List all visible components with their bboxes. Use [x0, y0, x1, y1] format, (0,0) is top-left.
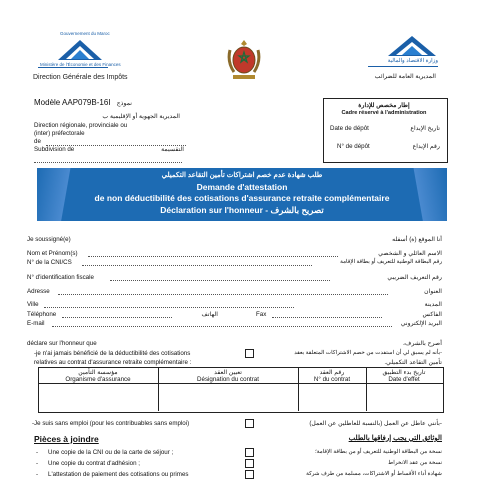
unemployed-label: -Je suis sans emploi (pour les contribuables sans emploi): [32, 420, 190, 427]
banner-title-line3-ar: تصريح بالشرف: [270, 205, 324, 215]
declaration-line-3-arabic: تأمين التقاعد التكميلي.: [384, 359, 442, 366]
email-field[interactable]: [52, 326, 392, 327]
title-banner: [37, 168, 447, 221]
table-header-fr-2: Désignation du contrat: [197, 376, 259, 383]
table-header-ar-2: تعيين العقد: [214, 369, 242, 376]
attachment-item-1-arabic: نسخة من البطاقة الوطنية للتعريف أو من بطاقة الإقامة؛: [314, 449, 442, 455]
attachment-checkbox-2[interactable]: [245, 459, 254, 468]
dgi-label: Direction Générale des Impôts: [33, 74, 128, 81]
table-header-ar-3: رقم العقد: [319, 369, 345, 376]
address-label-arabic: العنوان: [424, 288, 442, 295]
table-header-fr-1: Organisme d'assurance: [65, 376, 131, 383]
ministry-logo-right: [388, 36, 436, 58]
address-field[interactable]: [58, 294, 388, 295]
attachments-title-arabic: الوثائق التي يجب إرفاقها بالطلب: [348, 435, 442, 442]
attachment-bullet-1: -: [36, 449, 39, 456]
address-label: Adresse: [27, 288, 50, 295]
table-cell-organism[interactable]: [40, 385, 156, 409]
right-logo-arabic-text: وزارة الاقتصاد والمالية: [387, 58, 438, 64]
table-col-divider-1: [158, 367, 159, 411]
tax-id-label-arabic: رقم التعريف الضريبي: [387, 274, 442, 281]
attachment-item-3: L'attestation de paiement des cotisations ou primes: [48, 471, 189, 478]
direction-line-1: Direction régionale, provinciale ou: [34, 122, 128, 129]
fax-label: Fax: [256, 311, 267, 318]
never-deducted-checkbox[interactable]: [245, 349, 254, 358]
table-col-divider-3: [366, 367, 367, 411]
dgi-label-arabic: المديرية العامة للضرائب: [374, 73, 436, 80]
phone-field[interactable]: [62, 317, 172, 318]
banner-title-line1: Demande d'attestation: [196, 182, 288, 192]
banner-title-line3: [77, 205, 407, 216]
table-header-ar-1: مؤسسة التأمين: [78, 369, 118, 376]
phone-label: Téléphone: [27, 311, 57, 318]
soussigne-label-arabic: أنا الموقع (ة) أسفله: [392, 236, 442, 243]
email-label-arabic: البريد الإلكتروني: [400, 320, 442, 327]
attachment-checkbox-1[interactable]: [245, 448, 254, 457]
cin-label-arabic: رقم البطاقة الوطنية للتعريف أو بطاقة الإقامة: [340, 259, 442, 265]
declaration-line-1-arabic: أصرح بالشرف،: [403, 340, 442, 347]
soussigne-label: Je soussigné(e): [27, 236, 71, 243]
phone-label-arabic: الهاتف: [201, 311, 218, 318]
cin-field[interactable]: [82, 265, 312, 266]
declaration-line-1: déclare sur l'honneur que: [27, 340, 97, 347]
deposit-date-label-arabic: تاريخ الإيداع: [410, 125, 440, 132]
city-field[interactable]: [44, 307, 294, 308]
subdivision-label-arabic: التقسيمة: [161, 146, 184, 153]
attachment-checkbox-3[interactable]: [245, 470, 254, 479]
attachment-bullet-2: -: [36, 460, 39, 467]
name-field[interactable]: [88, 256, 338, 257]
deposit-date-label: Date de dépôt: [330, 125, 369, 132]
table-header-ar-4: تاريخ بدء التطبيق: [382, 369, 426, 376]
cin-label: N° de la CNI/CS: [27, 259, 72, 266]
declaration-line-2: -je n'ai jamais bénéficié de la déductibilité des cotisations: [34, 350, 191, 357]
subdivision-label: Subdivision de: [34, 146, 75, 153]
table-header-fr-4: Date d'effet: [388, 376, 420, 383]
admin-box-title: Cadre réservé à l'administration: [341, 110, 427, 116]
table-header-divider: [38, 383, 443, 384]
left-logo-underline: [38, 67, 108, 68]
tax-id-field[interactable]: [110, 280, 330, 281]
banner-title-line3-fr: Déclaration sur l'honneur -: [160, 205, 269, 215]
email-label: E-mail: [27, 320, 45, 327]
table-cell-effective-date[interactable]: [368, 385, 440, 409]
attachment-bullet-3: -: [36, 471, 39, 478]
table-col-divider-2: [298, 367, 299, 411]
deposit-number-label-arabic: رقم الإيداع: [412, 143, 440, 150]
deposit-number-label: N° de dépôt: [337, 143, 370, 150]
ministry-logo-left: [58, 40, 102, 62]
attachment-item-3-arabic: شهادة أداء الأقساط أو الاشتراكات، مسلمة من طرف شركة: [306, 471, 442, 477]
right-logo-underline: [368, 66, 438, 67]
model-number: Modèle AAP079B-16I: [34, 98, 111, 107]
fax-label-arabic: الفاكس: [422, 311, 442, 318]
direction-line-2: (inter) préfectorale: [34, 130, 85, 137]
table-cell-contract-number[interactable]: [300, 385, 364, 409]
fax-field[interactable]: [272, 317, 382, 318]
banner-title-arabic: طلب شهادة عدم خصم اشتراكات تأمين التقاعد التكميلي: [161, 172, 323, 179]
table-header-fr-3: N° du contrat: [313, 376, 351, 383]
left-logo-ministry-text: Ministère de l'Économie et des Finances: [40, 62, 121, 67]
left-logo-top-text: Gouvernement du Maroc: [60, 31, 110, 36]
tax-id-label: N° d'identification fiscale: [27, 274, 94, 281]
city-label-arabic: المدينة: [424, 301, 442, 308]
model-label-arabic: نموذج: [116, 100, 132, 107]
attachment-item-2-arabic: نسخة من عقد الانخراط: [388, 460, 442, 466]
unemployed-checkbox[interactable]: [245, 419, 254, 428]
direction-arabic: المديرية الجهوية أو الإقليمية ب: [102, 113, 180, 120]
table-cell-contract-name[interactable]: [160, 385, 296, 409]
royal-emblem-icon: [227, 38, 261, 84]
declaration-line-2-arabic: -بأنه لم يسبق لي أن استفدت من خصم الاشتراكات المتعلقة بعقد: [294, 350, 442, 356]
direction-line-3: de: [34, 138, 41, 145]
attachments-title: Pièces à joindre: [34, 434, 99, 444]
name-label: Nom et Prénom(s): [27, 250, 78, 257]
admin-box-title-arabic: إطار مخصص للإدارة: [358, 102, 410, 109]
unemployed-label-arabic: -بأنني عاطل عن العمل (بالنسبة للعاطلين عن العمل): [309, 420, 442, 427]
declaration-line-3: relatives au contrat d'assurance retraite complémentaire :: [34, 359, 192, 366]
attachment-item-1: Une copie de la CNI ou de la carte de séjour ;: [48, 449, 174, 456]
subdivision-field[interactable]: [34, 162, 182, 163]
attachment-item-2: Une copie du contrat d'adhésion ;: [48, 460, 140, 467]
name-label-arabic: الاسم العائلي و الشخصي: [378, 250, 442, 257]
banner-title-line2: de non déductibilité des cotisations d'assurance retraite complémentaire: [94, 193, 390, 203]
city-label: Ville: [27, 301, 39, 308]
